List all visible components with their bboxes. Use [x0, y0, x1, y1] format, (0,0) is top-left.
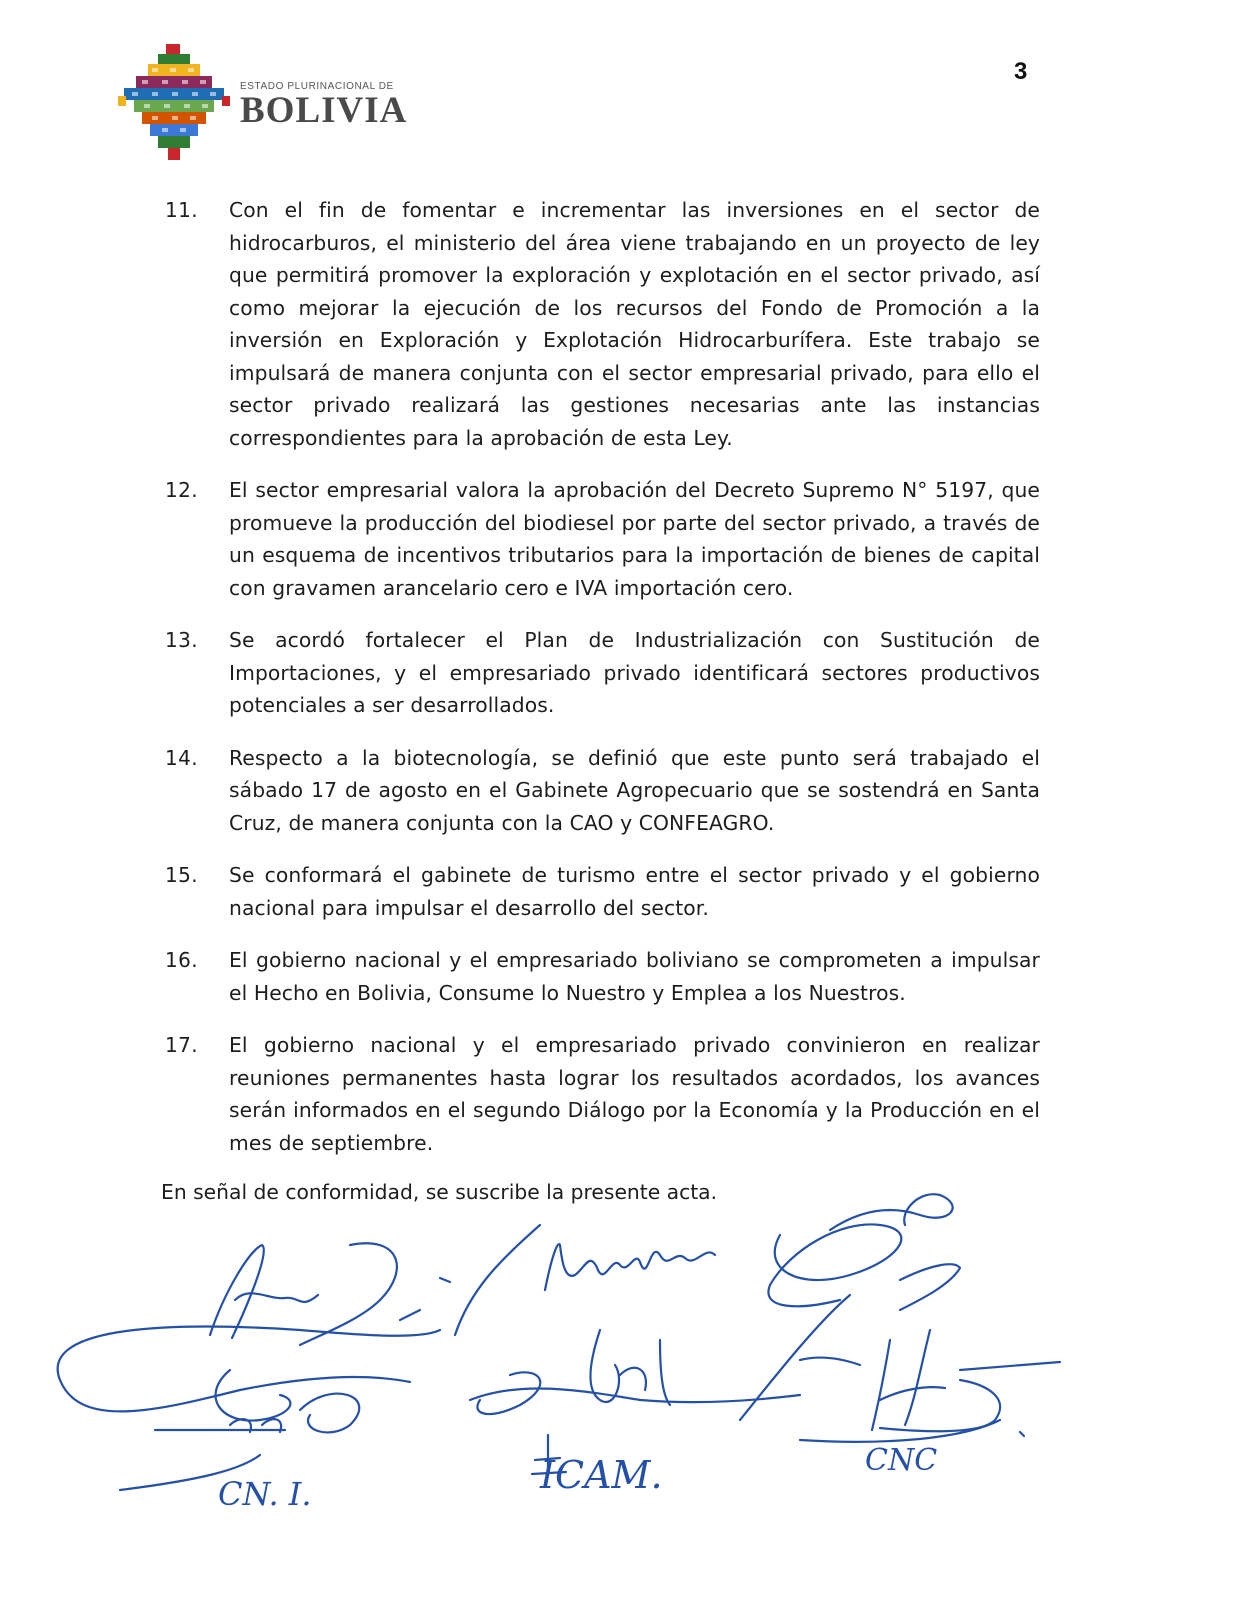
list-item [165, 474, 1040, 604]
signatures-block [0, 1170, 1234, 1530]
list-item [165, 944, 1040, 1009]
list-item [165, 624, 1040, 722]
item-number: 17. [165, 1033, 199, 1057]
agreement-list [165, 194, 1040, 1179]
signature-labels [218, 1443, 937, 1513]
item-text: El gobierno nacional y el empresariado privado convinieron en realizar reuniones permanentes hasta lograr los resultados acordados, los avances serán informados en el segundo Diálogo por la Economía y la Producción en el mes de septiembre. [229, 1033, 1040, 1155]
item-number: 16. [165, 948, 199, 972]
item-number: 14. [165, 745, 199, 770]
item-text: Con el fin de fomentar e incrementar las inversiones en el sector de hidrocarburos, el ministerio del área viene trabajando en un proyecto de ley que permitirá promover la exploración y explotación en el sector privado, así como mejorar la ejecución de los recursos del Fondo de Promoción a la inversión en Exploración y Explotación Hidrocarburífera. Este trabajo se impulsará de manera conjunta con el sector empresarial privado, para ello el sector privado realizará las gestiones necesarias ante las instancias correspondientes para la aprobación de esta Ley. [229, 198, 1040, 450]
signature-label-2: ICAM. [540, 1453, 663, 1497]
list-item [165, 742, 1040, 840]
logo-subtitle: ESTADO PLURINACIONAL DE [240, 81, 394, 92]
item-text: El gobierno nacional y el empresariado boliviano se comprometen a impulsar el Hecho en Bolivia, Consume lo Nuestro y Emplea a los Nuestros. [229, 948, 1040, 1005]
item-number: 12. [165, 478, 199, 502]
item-text: Respecto a la biotecnología, se definió que este punto será trabajado el sábado 17 de agosto en el Gabinete Agropecuario que se sostendrá en Santa Cruz, de manera conjunta con la CAO y CONFEAGRO. [229, 745, 1040, 835]
list-item [165, 1029, 1040, 1159]
list-item [165, 194, 1040, 454]
closing-statement: En señal de conformidad, se suscribe la presente acta. [161, 1180, 718, 1204]
item-text: Se acordó fortalecer el Plan de Industrialización con Sustitución de Importaciones, y el empresariado privado identificará sectores productivos potenciales a ser desarrollados. [229, 628, 1040, 717]
page-number: 3 [1014, 58, 1028, 85]
list-item [165, 859, 1040, 924]
signature-label-1: CN. I. [218, 1475, 312, 1513]
logo-wordmark [240, 81, 407, 129]
item-text: El sector empresarial valora la aprobación del Decreto Supremo N° 5197, que promueve la producción del biodiesel por parte del sector privado, a través de un esquema de incentivos tributarios para la importación de bienes de capital con gravamen arancelario cero e IVA importación cero. [229, 478, 1040, 600]
bolivia-emblem-icon [118, 44, 230, 160]
signature-label-3: CNC [865, 1443, 938, 1478]
item-number: 13. [165, 628, 199, 652]
item-number: 15. [165, 863, 199, 887]
item-text: Se conformará el gabinete de turismo entre el sector privado y el gobierno nacional para impulsar el desarrollo del sector. [229, 863, 1040, 920]
logo-title: BOLIVIA [240, 90, 408, 131]
item-number: 11. [165, 198, 199, 222]
